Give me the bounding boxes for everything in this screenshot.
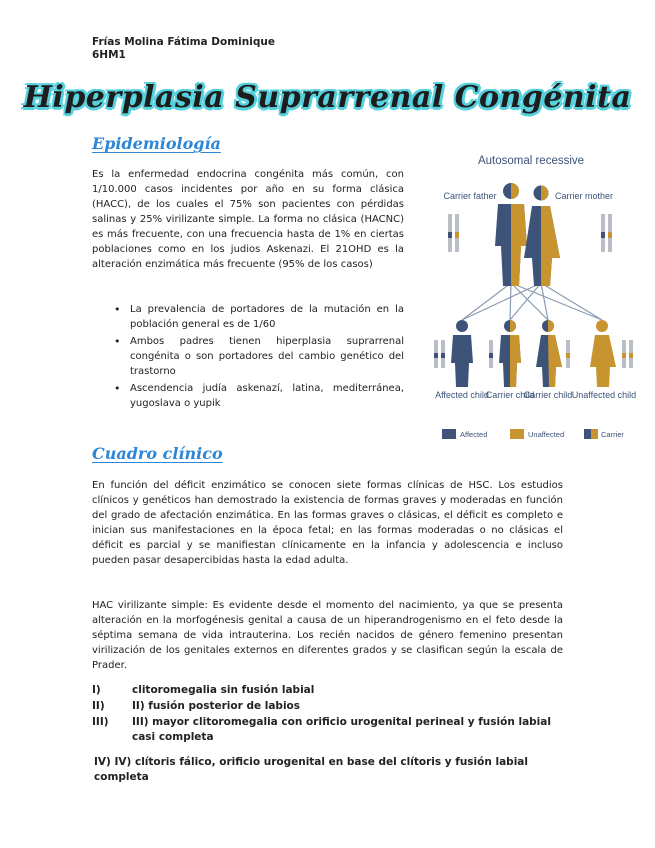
grade-number: II) [92,700,105,712]
bullet-item: • La prevalencia de portadores de la mutación en la población general es de 1/60 [112,302,404,332]
grade-number: I) [92,684,101,696]
bullet-item: • Ambos padres tienen hiperplasia suprarrenal congénita o son portadores del cambio genético del trastorno [112,334,404,379]
mother-chromosomes [601,214,612,252]
father-chromosomes [448,214,459,252]
child-carrier-1-figure [489,320,521,387]
epidemiology-paragraph: Es la enfermedad endocrina congénita más común, con 1/10.000 casos incidentes por año en su forma clásica (HACC), de los cuales el 75% son pacientes con pérdidas salinas y 25% virilizante simple. La forma no clásica (HACNC) es más frecuente, con una frecuencia hasta de 1% en ciertas poblaciones como en los judios Askenazi. El 21OHD es la alteración enzimática más frecuente (95% de los casos) [92,169,404,270]
autosomal-recessive-figure [424,148,639,448]
grade-number: III) [92,716,109,728]
mother-label: Carrier mother [554,191,614,201]
child-unaffected-figure [590,320,633,387]
figure-title: Autosomal recessive [477,155,585,167]
author-group: 6HM1 [92,49,126,61]
epidemiology-bullet-list [112,302,404,413]
grade-text: clitoromegalia sin fusión labial [132,684,315,696]
prader-grade-3 [92,715,562,745]
father-label: Carrier father [443,191,497,201]
father-figure [495,183,527,286]
legend-unaffected: Unaffected [528,430,565,439]
author-name: Frías Molina Fátima Dominique [92,36,275,48]
child-carrier-2-figure [536,320,570,387]
document-title: Hiperplasia Suprarrenal Congénita [23,80,632,115]
figure-legend [442,429,624,439]
prader-grade-2 [92,699,562,714]
child-affected-figure [434,320,473,387]
clinical-paragraph-2: HAC virilizante simple: Es evidente desde el momento del nacimiento, ya que se presenta alteración en la morfogénesis genital a causa de un hiperandrogenismo en el feto desde la séptima semana de vida intrauterina. Los recién nacidos de género femenino presentan virilización de los genitales externos en diferentes grados y se clasifican según la escala de Prader. [92,600,563,671]
grade-text: III) mayor clitoromegalia con orificio urogenital perineal y fusión labial casi completa [132,716,551,743]
bullet-item: • Ascendencia judía askenazí, latina, mediterránea, yugoslava o yupik [112,381,404,411]
child-label: Carrier child [485,390,535,400]
prader-grade-4: IV) IV) clítoris fálico, orificio urogenital en base del clítoris y fusión labial completa [94,756,528,783]
clinical-paragraph-1: En función del déficit enzimático se conocen siete formas clínicas de HSC. Los estudios clínicos y genéticos han demostrado la existencia de formas graves y moderadas en función del grado de afectación enzimática. En las formas graves o clásicas, el déficit es completo e inician sus manifestaciones en la época fetal; en las formas moderadas o no clásicas el déficit es parcial y se manifiestan clínicamente en la infancia y adolescencia e incluso pueden pasar desapercibidas hasta la edad adulta. [92,480,563,566]
child-label: Carrier child [523,390,573,400]
child-label: Affected child [435,390,489,400]
clinical-heading: Cuadro clínico [92,444,223,463]
author-block [92,36,275,62]
epidemiology-heading: Epidemiología [92,134,221,153]
prader-grade-1 [92,683,562,698]
legend-carrier: Carrier [601,430,624,439]
child-label: Unaffected child [571,390,637,400]
legend-affected: Affected [460,430,488,439]
grade-text: II) fusión posterior de labios [132,700,301,712]
inheritance-lines [462,283,602,320]
